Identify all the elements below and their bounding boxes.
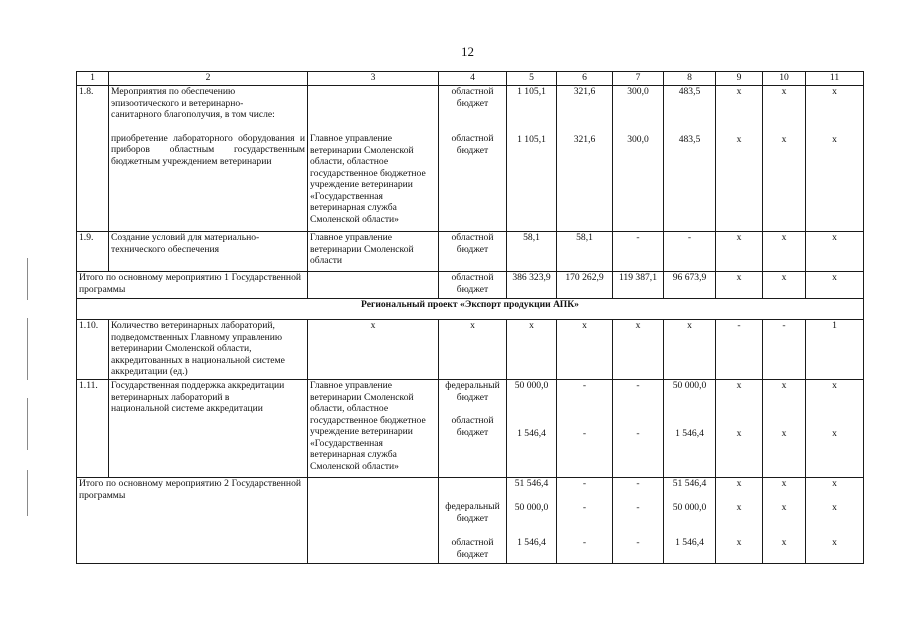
column-number: 5 <box>507 72 557 86</box>
value-cell: x <box>507 320 557 380</box>
value-cell <box>557 86 613 232</box>
table-value: 50 000,0 <box>672 380 707 391</box>
table-value: 1 546,4 <box>517 427 546 439</box>
value-cell <box>507 380 557 478</box>
value-cell <box>613 86 664 232</box>
column-number: 9 <box>716 72 763 86</box>
table-value: x <box>832 133 837 145</box>
value-cell: x <box>439 320 507 380</box>
table-value: x <box>736 380 742 391</box>
margin-tick <box>27 398 28 450</box>
table-value: - <box>582 537 587 548</box>
source-text: областной бюджет <box>451 86 494 109</box>
table-value: 321,6 <box>573 86 596 97</box>
table-value: x <box>736 133 742 145</box>
value-cell: x <box>763 232 806 272</box>
source-text: областной бюджет <box>451 415 494 438</box>
measure-title: Количество ветеринарных лабораторий, подведомственных Главному управлению ветеринарии Смоленской области, аккредитованных в национальной системе аккредитации (ед.) <box>109 320 308 380</box>
table-value: x <box>781 86 787 97</box>
table-value: x <box>736 478 742 489</box>
column-number: 3 <box>308 72 439 86</box>
table-value: - <box>582 380 587 391</box>
value-cell <box>716 86 763 232</box>
value-cell <box>664 86 716 232</box>
table-value: - <box>582 478 587 489</box>
table-value: x <box>832 501 837 513</box>
value-cell: - <box>716 320 763 380</box>
value-cell <box>716 380 763 478</box>
margin-tick <box>27 470 28 516</box>
source-cell <box>439 380 507 478</box>
table-value: x <box>781 380 787 391</box>
total-label: Итого по основному мероприятию 1 Государственной программы <box>77 272 308 299</box>
value-cell <box>664 380 716 478</box>
value-cell <box>716 478 763 564</box>
table-value: 300,0 <box>627 133 649 145</box>
value-cell: 1 <box>806 320 864 380</box>
value-cell: 119 387,1 <box>613 272 664 299</box>
row-number: 1.9. <box>77 232 109 272</box>
source-text: областной бюджет <box>451 537 494 560</box>
measure-title: Государственная поддержка аккредитации ветеринарных лабораторий в национальной системе аккредитации <box>109 380 308 478</box>
margin-tick <box>27 318 28 380</box>
table-row <box>77 232 864 272</box>
table-value: x <box>832 86 837 97</box>
value-cell <box>763 86 806 232</box>
value-cell: x <box>557 320 613 380</box>
value-cell: x <box>763 272 806 299</box>
executor-text: Главное управление ветеринарии Смоленской области, областное государственное бюджетное учреждение ветеринарии «Государственная ветеринарная служба Смоленской области» <box>310 133 426 225</box>
table-value: x <box>736 537 742 548</box>
table-value: x <box>832 537 837 548</box>
table-value: 1 546,4 <box>517 537 546 548</box>
value-cell <box>806 86 864 232</box>
section-title: Региональный проект «Экспорт продукции АПК» <box>77 299 864 320</box>
column-number: 6 <box>557 72 613 86</box>
table-value: 1 546,4 <box>675 537 704 548</box>
value-cell: - <box>613 232 664 272</box>
value-cell <box>507 86 557 232</box>
table-value: x <box>781 478 787 489</box>
table-value: x <box>736 427 742 439</box>
column-number: 2 <box>109 72 308 86</box>
value-cell: - <box>664 232 716 272</box>
value-cell: 386 323,9 <box>507 272 557 299</box>
source-text: областной бюджет <box>439 272 507 299</box>
value-cell <box>557 380 613 478</box>
table-value: - <box>636 478 640 489</box>
source-cell <box>439 86 507 232</box>
value-cell: x <box>716 232 763 272</box>
table-value: 1 546,4 <box>675 427 704 439</box>
table-value: 483,5 <box>678 86 701 97</box>
source-text: областной бюджет <box>451 133 494 156</box>
column-number: 1 <box>77 72 109 86</box>
table-value: 50 000,0 <box>514 501 549 513</box>
page-number: 12 <box>461 44 474 59</box>
executor-text: Главное управление ветеринарии Смоленской области, областное государственное бюджетное учреждение ветеринарии «Государственная ветеринарная служба Смоленской области» <box>308 380 439 478</box>
source-text: федеральный бюджет <box>445 501 500 524</box>
column-number: 8 <box>664 72 716 86</box>
margin-tick <box>27 258 28 300</box>
total-row <box>77 272 864 299</box>
source-text: федеральный бюджет <box>445 380 500 403</box>
table-value: x <box>781 133 787 145</box>
value-cell: x <box>308 320 439 380</box>
table-value: x <box>781 537 787 548</box>
measure-title: Создание условий для материально- технического обеспечения <box>109 232 308 272</box>
value-cell: x <box>806 232 864 272</box>
row-number: 1.10. <box>77 320 109 380</box>
table-value: - <box>636 537 640 548</box>
value-cell: 96 673,9 <box>664 272 716 299</box>
table-value: 1 105,1 <box>517 86 546 97</box>
total-row <box>77 478 864 564</box>
executor-cell <box>308 478 439 564</box>
table-value: 50 000,0 <box>514 380 549 391</box>
value-cell <box>763 380 806 478</box>
column-number: 10 <box>763 72 806 86</box>
table-value: x <box>736 501 742 513</box>
value-cell: x <box>613 320 664 380</box>
table-value: x <box>781 501 787 513</box>
executor-cell <box>308 272 439 299</box>
value-cell: 170 262,9 <box>557 272 613 299</box>
column-number-row <box>77 72 864 86</box>
total-label: Итого по основному мероприятию 2 Государственной программы <box>77 478 308 564</box>
column-number: 7 <box>613 72 664 86</box>
value-cell <box>664 478 716 564</box>
measure-subitem: приобретение лабораторного оборудования и приборов областным государственным бюджетным учреждением ветеринарии <box>111 132 305 167</box>
value-cell: - <box>763 320 806 380</box>
table-row <box>77 320 864 380</box>
table-value: 1 105,1 <box>517 133 546 145</box>
table-value: 51 546,4 <box>672 478 707 489</box>
table-row <box>77 86 864 232</box>
value-cell <box>557 478 613 564</box>
table-value: 300,0 <box>627 86 649 97</box>
table-value: 50 000,0 <box>672 501 707 513</box>
value-cell <box>806 380 864 478</box>
table-value: x <box>832 478 837 489</box>
value-cell: x <box>806 272 864 299</box>
table-value: x <box>832 380 837 391</box>
table-value: 483,5 <box>678 133 701 145</box>
column-number: 4 <box>439 72 507 86</box>
table-value: 321,6 <box>573 133 596 145</box>
table-value: x <box>832 427 837 439</box>
value-cell <box>763 478 806 564</box>
value-cell: x <box>716 272 763 299</box>
value-cell: 58,1 <box>557 232 613 272</box>
table-row <box>77 380 864 478</box>
value-cell: x <box>664 320 716 380</box>
value-cell <box>613 478 664 564</box>
executor-text: Главное управление ветеринарии Смоленской области <box>308 232 439 272</box>
budget-table <box>76 71 864 564</box>
value-cell: 58,1 <box>507 232 557 272</box>
column-number: 11 <box>806 72 864 86</box>
value-cell <box>806 478 864 564</box>
row-number: 1.11. <box>77 380 109 478</box>
table-value: - <box>636 380 640 391</box>
table-value: - <box>582 427 587 439</box>
source-text: областной бюджет <box>439 232 507 272</box>
executor-cell <box>308 86 439 232</box>
measure-cell <box>109 86 308 232</box>
table-value: - <box>636 427 640 439</box>
table-value: x <box>781 427 787 439</box>
source-cell <box>439 478 507 564</box>
table-value: - <box>582 501 587 513</box>
value-cell <box>507 478 557 564</box>
section-row <box>77 299 864 320</box>
table-value: x <box>736 86 742 97</box>
measure-title: Мероприятия по обеспечению эпизоотического и ветеринарно- санитарного благополучия, в том числе: <box>111 86 275 120</box>
value-cell <box>613 380 664 478</box>
table-value: 51 546,4 <box>514 478 549 489</box>
row-number: 1.8. <box>77 86 109 232</box>
table-value: - <box>636 501 640 513</box>
